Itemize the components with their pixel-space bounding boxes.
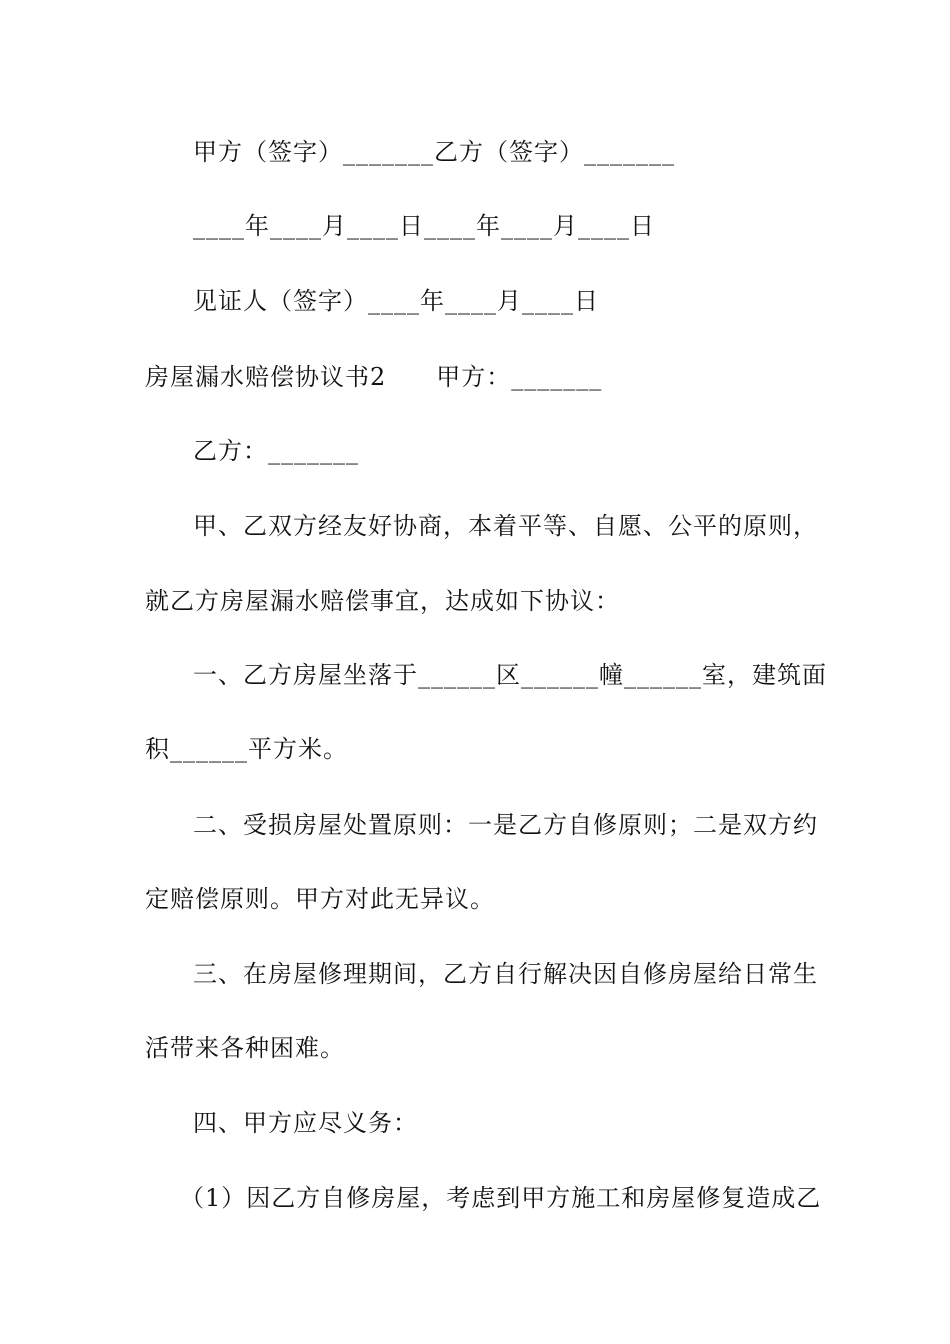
party-b-line: 乙方：_______ xyxy=(193,437,359,465)
clause-2-continued: 定赔偿原则。甲方对此无异议。 xyxy=(145,885,495,913)
paragraph-preamble-continued: 就乙方房屋漏水赔偿事宜，达成如下协议： xyxy=(145,587,620,615)
signature-line-parties: 甲方（签字）_______乙方（签字）_______ xyxy=(193,138,675,166)
clause-2: 二、受损房屋处置原则：一是乙方自修原则；二是双方约 xyxy=(193,811,818,839)
clause-1: 一、乙方房屋坐落于______区______幢______室，建筑面 xyxy=(193,661,827,689)
signature-date-line: ____年____月____日____年____月____日 xyxy=(193,212,655,240)
clause-3: 三、在房屋修理期间，乙方自行解决因自修房屋给日常生 xyxy=(193,960,818,988)
clause-1-continued: 积______平方米。 xyxy=(145,735,348,763)
clause-4-item-1: （1）因乙方自修房屋，考虑到甲方施工和房屋修复造成乙 xyxy=(180,1184,822,1212)
clause-3-continued: 活带来各种困难。 xyxy=(145,1034,345,1062)
agreement-title-party-a: 房屋漏水赔偿协议书2 甲方：_______ xyxy=(145,363,603,391)
clause-4-heading: 四、甲方应尽义务： xyxy=(193,1109,418,1137)
paragraph-preamble: 甲、乙双方经友好协商，本着平等、自愿、公平的原则， xyxy=(193,512,818,540)
witness-signature-line: 见证人（签字）____年____月____日 xyxy=(193,287,599,315)
